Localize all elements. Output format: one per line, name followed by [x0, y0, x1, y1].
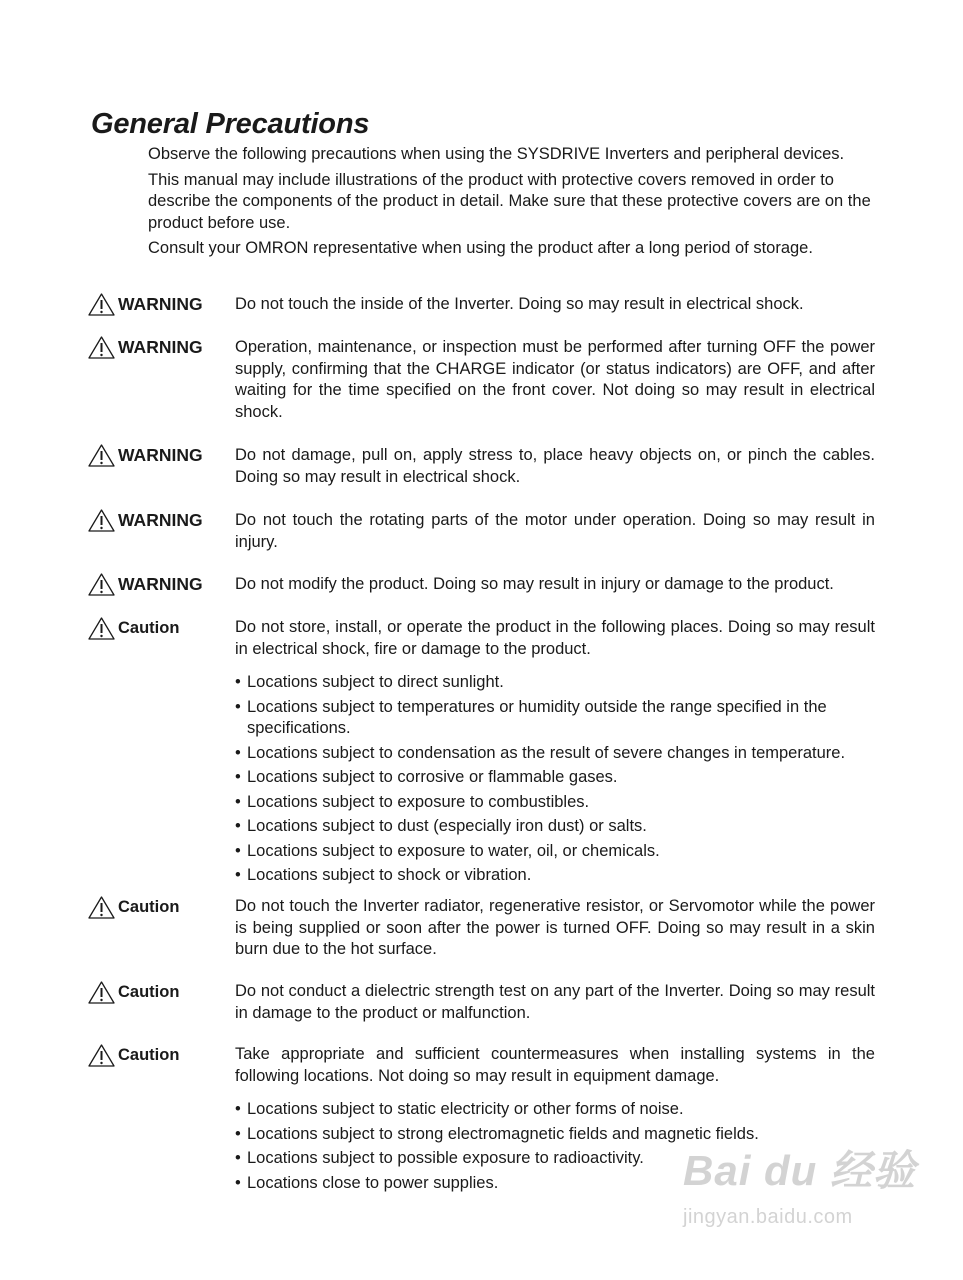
notice-label: [88, 336, 203, 359]
notice-text: Do not conduct a dielectric strength test on any part of the Inverter. Doing so may result in damage to the product or malfunction.: [235, 982, 875, 1022]
notice-label-text: Caution: [118, 983, 180, 1001]
notice-text: Do not damage, pull on, apply stress to, place heavy objects on, or pinch the cables. Doing so may result in electrical shock.: [235, 446, 875, 486]
notice-text: Do not modify the product. Doing so may result in injury or damage to the product.: [235, 575, 834, 593]
warning-triangle-icon: [88, 1044, 115, 1067]
list-item: • Locations subject to temperatures or humidity outside the range specified in the specifications.: [235, 697, 875, 740]
watermark-url: jingyan.baidu.com: [683, 1206, 853, 1228]
notice-label: [88, 896, 179, 919]
notice-label-text: WARNING: [118, 574, 203, 594]
intro-paragraph: This manual may include illustrations of the product with protective covers removed in order to describe the components of the product in detail. Make sure that these protective covers are on the product before use.: [148, 170, 871, 232]
notice-text: Do not touch the rotating parts of the motor under operation. Doing so may result in injury.: [235, 511, 875, 551]
list-item: • Locations subject to dust (especially iron dust) or salts.: [235, 816, 875, 838]
notice-label: [88, 573, 203, 596]
notice-label: [88, 444, 203, 467]
warning-triangle-icon: [88, 509, 115, 532]
notice-body: [235, 574, 875, 596]
notice-label-text: WARNING: [118, 445, 203, 465]
list-item: • Locations subject to direct sunlight.: [235, 672, 875, 694]
notice-body: [235, 294, 875, 316]
warning-triangle-icon: [88, 617, 115, 640]
notice-label: [88, 293, 203, 316]
intro-paragraph: Observe the following precautions when using the SYSDRIVE Inverters and peripheral devices.: [148, 145, 845, 163]
intro-section: [148, 144, 883, 264]
warning-triangle-icon: [88, 293, 115, 316]
list-item: • Locations subject to static electricity or other forms of noise.: [235, 1099, 875, 1121]
list-item: • Locations subject to strong electromagnetic fields and magnetic fields.: [235, 1124, 875, 1146]
warning-triangle-icon: [88, 336, 115, 359]
notice-label-text: Caution: [118, 619, 180, 637]
notice-label-text: Caution: [118, 898, 180, 916]
warning-triangle-icon: [88, 444, 115, 467]
notice-body: [235, 981, 875, 1024]
notice-body: [235, 510, 875, 553]
location-list: [235, 672, 875, 887]
notice-label-text: WARNING: [118, 337, 203, 357]
notice-label-text: WARNING: [118, 294, 203, 314]
notice-text: Do not store, install, or operate the product in the following places. Doing so may result in electrical shock, fire or damage to the product.: [235, 618, 875, 658]
notice-body: [235, 896, 875, 961]
notice-label: [88, 617, 179, 640]
intro-paragraph: Consult your OMRON representative when using the product after a long period of storage.: [148, 239, 813, 257]
list-item: • Locations subject to exposure to water, oil, or chemicals.: [235, 841, 875, 863]
page-title: General Precautions: [91, 108, 370, 140]
notice-body: [235, 617, 875, 890]
notice-label-text: WARNING: [118, 510, 203, 530]
watermark-logo-text: Bai du 经验: [683, 1147, 917, 1194]
warning-triangle-icon: [88, 896, 115, 919]
notice-body: [235, 445, 875, 488]
notice-label: [88, 509, 203, 532]
warning-triangle-icon: [88, 981, 115, 1004]
notice-label: [88, 981, 179, 1004]
list-item: • Locations subject to possible exposure to radioactivity.: [235, 1148, 875, 1170]
notice-text: Operation, maintenance, or inspection must be performed after turning OFF the power supply, confirming that the CHARGE indicator (or status indicators) are OFF, and after waiting for the time specified on the front cover. Not doing so may result in electrical shock.: [235, 338, 875, 421]
notice-text: Do not touch the Inverter radiator, regenerative resistor, or Servomotor while the power is being supplied or soon after the power is turned OFF. Doing so may result in a skin burn due to the hot surface.: [235, 897, 875, 958]
list-item: • Locations subject to condensation as the result of severe changes in temperature.: [235, 743, 875, 765]
notice-text: Take appropriate and sufficient countermeasures when installing systems in the following locations. Not doing so may result in equipment damage.: [235, 1045, 875, 1085]
list-item: • Locations subject to exposure to combustibles.: [235, 792, 875, 814]
list-item: • Locations subject to corrosive or flammable gases.: [235, 767, 875, 789]
warning-triangle-icon: [88, 573, 115, 596]
notice-body: [235, 337, 875, 423]
notice-label: [88, 1044, 179, 1067]
list-item: • Locations subject to shock or vibration.: [235, 865, 875, 887]
notice-text: Do not touch the inside of the Inverter. Doing so may result in electrical shock.: [235, 295, 804, 313]
list-item: • Locations close to power supplies.: [235, 1173, 875, 1195]
baidu-watermark: [683, 1138, 917, 1248]
notice-label-text: Caution: [118, 1046, 180, 1064]
